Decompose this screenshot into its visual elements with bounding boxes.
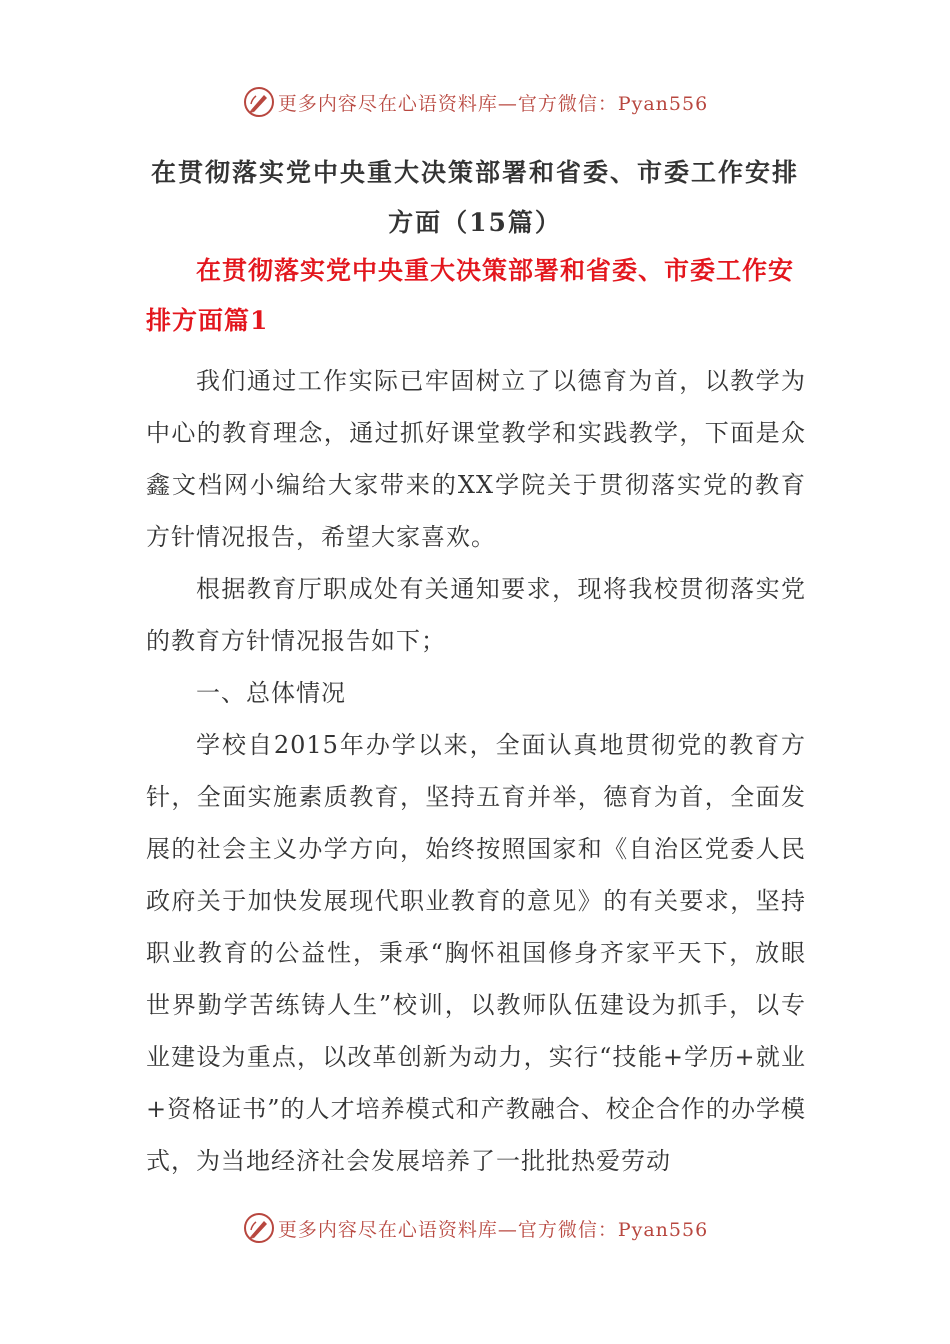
paragraph: 学校自2015年办学以来，全面认真地贯彻党的教育方针，全面实施素质教育，坚持五育并举，德育为首，全面发展的社会主义办学方向，始终按照国家和《自治区党委人民政府关于加快发展现代职业教育的意见》的有关要求，坚持职业教育的公益性，秉承“胸怀祖国修身齐家平天下，放眼世界勤学苦练铸人生”校训，以教师队伍建设为抓手，以专业建设为重点，以改革创新为动力，实行“技能+学历+就业+资格证书”的人才培养模式和产教融合、校企合作的办学模式，为当地经济社会发展培养了一批批热爱劳动 [146, 731, 806, 1175]
pen-logo-icon [242, 1211, 276, 1245]
watermark-text: 更多内容尽在心语资料库—官方微信：Pyan556 [277, 92, 709, 115]
footer-watermark [0, 1208, 950, 1248]
header-watermark [0, 82, 950, 122]
paragraph: 我们通过工作实际已牢固树立了以德育为首，以教学为中心的教育理念，通过抓好课堂教学和实践教学，下面是众鑫文档网小编给大家带来的XX学院关于贯彻落实党的教育方针情况报告，希望大家喜欢。 [146, 367, 806, 551]
document-title: 在贯彻落实党中央重大决策部署和省委、市委工作安排方面（15篇） [150, 158, 799, 237]
paragraph: 根据教育厅职成处有关通知要求，现将我校贯彻落实党的教育方针情况报告如下； [146, 575, 806, 655]
watermark-text: 更多内容尽在心语资料库—官方微信：Pyan556 [277, 1218, 709, 1241]
pen-logo-icon [242, 85, 276, 119]
paragraph: 一、总体情况 [196, 679, 346, 707]
section-heading: 在贯彻落实党中央重大决策部署和省委、市委工作安排方面篇1 [146, 256, 795, 335]
document-body [146, 355, 806, 1187]
